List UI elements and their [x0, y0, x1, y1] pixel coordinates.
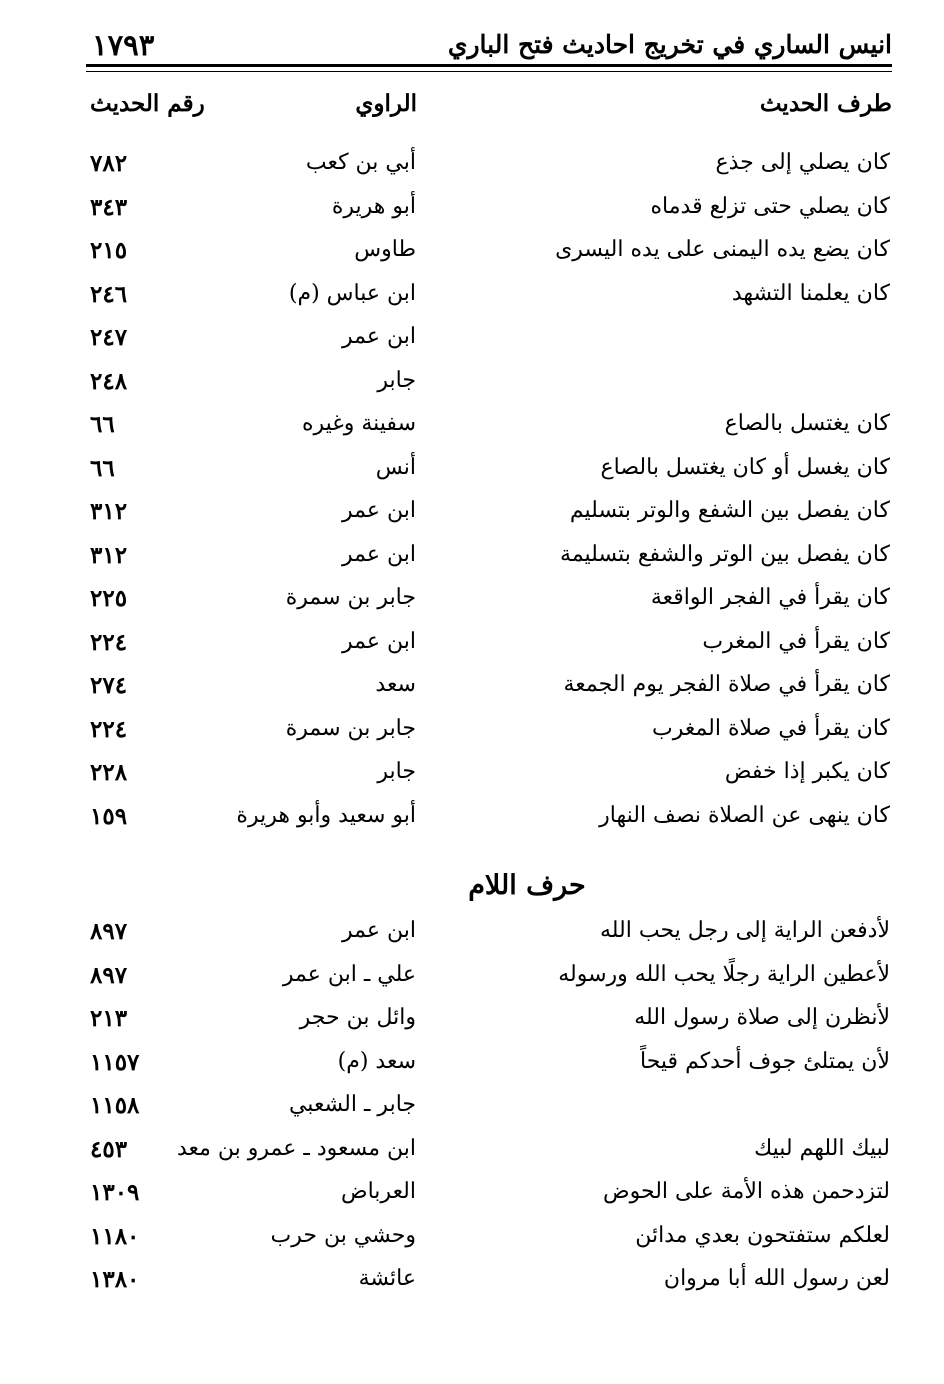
narrator-name: جابر ـ الشعبي: [288, 1092, 416, 1117]
hadith-number: ٦٦: [90, 411, 115, 438]
table-row: [0, 1136, 944, 1176]
hadith-text: لأدفعن الراية إلى رجل يحب الله: [599, 918, 890, 943]
hadith-number: ٧٨٢: [90, 150, 128, 177]
narrator-name: جابر بن سمرة: [285, 715, 416, 741]
hadith-text: لتزدحمن هذه الأمة على الحوض: [603, 1179, 890, 1204]
hadith-number: ٣١٢: [90, 498, 128, 525]
narrator-name: وائل بن حجر: [299, 1005, 416, 1030]
table-row: [0, 1005, 944, 1045]
narrator-name: جابر: [377, 759, 416, 784]
hadith-number: ١١٨٠: [90, 1222, 140, 1250]
table-row: [0, 368, 944, 408]
narrator-name: ابن عمر: [342, 918, 416, 943]
header-rule-thin: [86, 71, 892, 72]
narrator-name: ابن عباس (م): [288, 280, 416, 306]
narrator-name: جابر بن سمرة: [285, 585, 416, 610]
hadith-number: ٢٧٤: [90, 672, 128, 699]
section-heading: [0, 870, 944, 901]
table-row: [0, 150, 944, 190]
hadith-number: ٢١٣: [90, 1005, 128, 1032]
page-number: ١٧٩٣: [92, 28, 155, 62]
hadith-text: لأنظرن إلى صلاة رسول الله: [634, 1005, 890, 1030]
narrator-name: ابن عمر: [342, 541, 416, 567]
table-row: [0, 411, 944, 451]
narrator-name: عائشة: [358, 1266, 416, 1291]
narrator-name: سفينة وغيره: [301, 411, 416, 436]
hadith-text: كان يقرأ في صلاة المغرب: [652, 715, 890, 741]
hadith-number: ١١٥٨: [90, 1092, 140, 1119]
narrator-name: طاوس: [354, 237, 416, 262]
hadith-number: ٣٤٣: [90, 193, 128, 221]
narrator-name: أبي بن كعب: [305, 150, 416, 175]
table-row: [0, 759, 944, 799]
hadith-number: ١٣٨٠: [90, 1266, 140, 1293]
hadith-number: ١٥٩: [90, 802, 128, 830]
narrator-name: علي ـ ابن عمر: [282, 961, 416, 987]
table-row: [0, 585, 944, 625]
table-row: [0, 629, 944, 669]
header-rule-thick: [86, 64, 892, 67]
hadith-number: ٨٩٧: [90, 961, 128, 989]
hadith-number: ٢٤٨: [90, 367, 128, 395]
hadith-text: كان يصلي إلى جذع: [715, 150, 890, 175]
table-row: [0, 1266, 944, 1306]
hadith-text: كان يقرأ في صلاة الفجر يوم الجمعة: [563, 672, 890, 697]
hadith-number: ١١٥٧: [90, 1048, 140, 1076]
table-row: [0, 1092, 944, 1132]
hadith-number: ٢٢٥: [90, 585, 128, 612]
table-row: [0, 1179, 944, 1219]
book-title: انيس الساري في تخريج احاديث فتح الباري: [447, 30, 892, 59]
narrator-name: وحشي بن حرب: [270, 1222, 416, 1248]
narrator-name: العرباض: [341, 1179, 416, 1204]
hadith-number: ٢٢٨: [90, 759, 128, 786]
table-row: [0, 1049, 944, 1089]
hadith-text: كان يفصل بين الشفع والوتر بتسليم: [569, 498, 890, 523]
narrator-name: ابن عمر: [342, 324, 416, 349]
hadith-number: ٣١٢: [90, 541, 128, 569]
narrator-name: ابن عمر: [342, 498, 416, 523]
hadith-text: لعن رسول الله أبا مروان: [663, 1266, 890, 1291]
narrator-name: أنس: [375, 454, 416, 480]
running-head: [86, 28, 892, 62]
hadith-number: ٤٥٣: [90, 1135, 128, 1163]
narrator-name: ابن مسعود ـ عمرو بن معد: [176, 1135, 416, 1161]
hadith-text: كان يقرأ في المغرب: [702, 628, 890, 654]
hadith-text: لبيك اللهم لبيك: [754, 1135, 890, 1161]
hadith-text: كان يصلي حتى تزلع قدماه: [650, 193, 890, 219]
hadith-text: كان يفصل بين الوتر والشفع بتسليمة: [560, 541, 890, 567]
hadith-number: ١٣٠٩: [90, 1179, 140, 1206]
table-row: [0, 498, 944, 538]
hadith-text: كان يعلمنا التشهد: [731, 280, 890, 306]
table-row: [0, 237, 944, 277]
narrator-name: جابر: [377, 367, 416, 393]
hadith-number: ٦٦: [90, 454, 115, 482]
table-row: [0, 281, 944, 321]
table-row: [0, 672, 944, 712]
table-row: [0, 194, 944, 234]
hadith-text: لأعطين الراية رجلًا يحب الله ورسوله: [558, 961, 890, 987]
hadith-text: لعلكم ستفتحون بعدي مدائن: [635, 1222, 890, 1248]
table-row: [0, 1223, 944, 1263]
column-header-hadith: طرف الحديث: [759, 90, 892, 117]
table-row: [0, 962, 944, 1002]
hadith-text: كان يغتسل بالصاع: [724, 411, 890, 436]
section-heading-text: حرف اللام: [468, 870, 586, 901]
hadith-number: ٨٩٧: [90, 918, 128, 945]
table-row: [0, 542, 944, 582]
hadith-number: ٢٢٤: [90, 715, 128, 743]
narrator-name: سعد (م): [337, 1048, 416, 1074]
narrator-name: أبو هريرة: [331, 193, 416, 219]
hadith-text: كان يضع يده اليمنى على يده اليسرى: [555, 237, 890, 262]
table-row: [0, 918, 944, 958]
table-row: [0, 716, 944, 756]
hadith-text: لأن يمتلئ جوف أحدكم قيحاً: [640, 1048, 890, 1074]
hadith-number: ٢١٥: [90, 237, 128, 264]
hadith-text: كان ينهى عن الصلاة نصف النهار: [599, 802, 890, 828]
narrator-name: أبو سعيد وأبو هريرة: [236, 802, 416, 828]
narrator-name: سعد: [375, 672, 416, 697]
hadith-text: كان يكبر إذا خفض: [724, 759, 890, 784]
hadith-number: ٢٢٤: [90, 628, 128, 656]
table-row: [0, 455, 944, 495]
hadith-number: ٢٤٦: [90, 280, 128, 308]
column-header-number: رقم الحديث: [90, 90, 205, 117]
table-row: [0, 324, 944, 364]
hadith-text: كان يغسل أو كان يغتسل بالصاع: [600, 454, 890, 480]
hadith-number: ٢٤٧: [90, 324, 128, 351]
hadith-text: كان يقرأ في الفجر الواقعة: [650, 585, 890, 610]
table-row: [0, 803, 944, 843]
narrator-name: ابن عمر: [342, 628, 416, 654]
column-header-narrator: الراوي: [355, 90, 417, 117]
